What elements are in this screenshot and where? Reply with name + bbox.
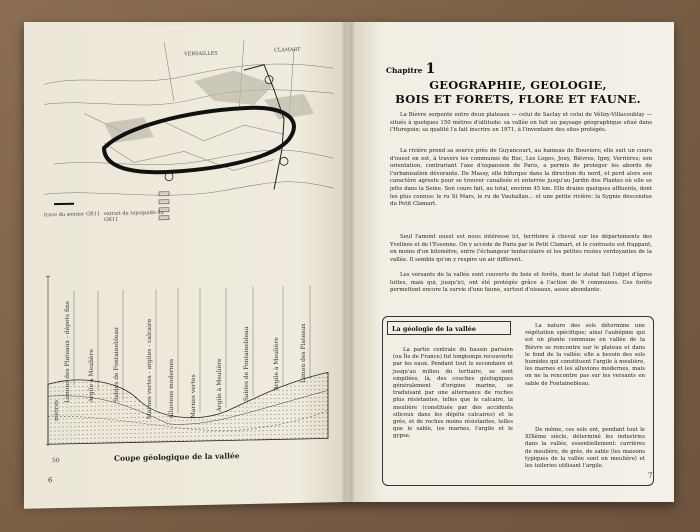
section-label-6: Marnes vertes <box>190 374 197 419</box>
map-label-clamart: CLAMART <box>274 46 301 54</box>
geological-cross-section <box>38 260 338 476</box>
geology-box-col-right-2: De même, ces sols ont, pendant tout le XIXème siècle, déterminé les industries dans la vallée, essentiellement: carrières de meulière, de grès, de sable (les maisons typiques de la vallée sont en meulière) et les tuileries utilisant l'argile. <box>525 427 645 470</box>
map-legend-trail: trace du sentier GR11 <box>44 211 101 219</box>
paragraph-1: La Bièvre serpente entre deux plateaux — celui de Saclay et celui de Vélizy-Villacoublay — situés à quelques 150 mètres d'altitude: sa vallée en fait un paysage géographique situé dans l'Hurepoix; sa qualité l'a fait inscrire en 1971, à l'inventaire des sites protégés. <box>390 112 652 134</box>
map-legend-source: extrait du topoguide du GR11 <box>104 209 164 224</box>
section-label-meters: mètres <box>53 399 60 422</box>
geology-box-col-left: La partie centrale du bassin parisien (ou Île de France) fut longtemps recouverte par les eaux. Pendant tout le secondaire et jusqu'au milieu du tertiaire, se sont empilées, là, des couches géologiques généralement d'origine marine, se traduisant par une alternance de roches plus résistantes, telles que le calcaire, la meulière (constituée par des accidents siliceux dans les dépôts calcaires) et le grès, et de roches moins résistantes, telles que le sable, les marnes, l'argile et le gypse. <box>393 347 513 440</box>
section-label-5: Alluvions modernes <box>168 358 175 419</box>
chapter-number: 1 <box>425 61 436 77</box>
left-page <box>24 22 346 509</box>
map-label-versailles: VERSAILLES <box>184 50 218 58</box>
chapter-title-line-2: BOIS ET FORETS, FLORE ET FAUNE. <box>395 92 641 106</box>
paragraph-3: Seul l'amont ouest est nous intéresse ici, territoire à cheval sur les départements des Yvelines et de l'Essonne. On y accède de Paris par le Petit Clamart, et le contraste est frappant, en moins d'un kilomètre, entre l'échangeur tentaculaire et les petites routes verdoyantes de la vallée. Il semble qu'on y respire un air différent. <box>390 234 652 263</box>
section-label-9: Argile à Meulière <box>273 337 280 391</box>
section-label-1: Limons des Plateaux - dépots fins <box>64 300 71 403</box>
geology-box <box>382 316 654 486</box>
section-label-2: Argile à Meulière <box>88 349 95 403</box>
book-gutter <box>342 22 354 502</box>
paragraph-4: Les versants de la vallée sont couverts de bois et forêts, dont le statut fait l'objet d'âpres luttes, mais qui, jusqu'ici, ont été protégés grâce à l'action de 9 communes. Ces forêts permettent encore la survie d'une faune, surtout d'oiseaux, assez abondante. <box>390 272 652 294</box>
section-label-3: Sables de Fontainebleau <box>113 327 120 402</box>
valley-map <box>44 38 334 244</box>
cross-section-drawing <box>38 260 338 476</box>
section-label-10: Limon des Plateaux <box>300 323 307 383</box>
axis-label-50: 50 <box>52 456 60 465</box>
section-caption: Coupe géologique de la vallée <box>114 451 240 463</box>
booklet <box>24 22 674 502</box>
section-label-4: Marnes vertes - argiles - calcaire <box>146 318 153 420</box>
chapter-heading <box>386 58 435 77</box>
page-number-left: 6 <box>48 476 53 485</box>
section-label-8: Sables de Fontainebleau <box>243 326 250 402</box>
paragraph-2: La rivière prend sa source près de Guyancourt, au hameau de Bouviers; elle suit un cours d'ouest en est, à travers les communes de Buc, Les Loges, Jouy, Bièvres, Igny, Verrières; son orientation, contrariant l'axe d'expansion de Paris, a permis de protéger les abords de l'urbanisation dévorante. De Massy, elle bifurque dans la direction du nord, et perd alors son caractère agreste pour se trouver canalisée et enterrée jusqu'au Jardin des Plantes où elle se jette dans la Seine. Son cours fait, au total, environ 45 km. Elle draine quelques affluents, dont les plus connus: le ru St Mars, le ru de Vauhallan... et une petite rivière: la Sygnie descendue du Petit Clamart. <box>390 148 652 208</box>
page-number-right: 7 <box>648 472 653 480</box>
chapter-title-line-1: GEOGRAPHIE, GEOLOGIE, <box>429 78 607 92</box>
geology-box-col-right-1: La nature des sols détermine une végétation spécifique; ainsi l'aubépine qui est un plante commune en vallée de la Bièvre se rencontre sur le plateau et dans le fond de la vallée: elle a besoin des sols humides qui constituent l'argile à meulière, les marnes et les alluvions modernes, mais on ne la rencontre pas sur les versants en sable de Fontainebleau. <box>525 323 645 387</box>
geology-box-title: La géologie de la vallée <box>387 321 511 335</box>
chapter-title <box>388 78 648 106</box>
section-label-7: Argile à Meulière <box>216 358 223 412</box>
right-page <box>350 22 674 502</box>
chapter-word: Chapitre <box>386 66 423 75</box>
